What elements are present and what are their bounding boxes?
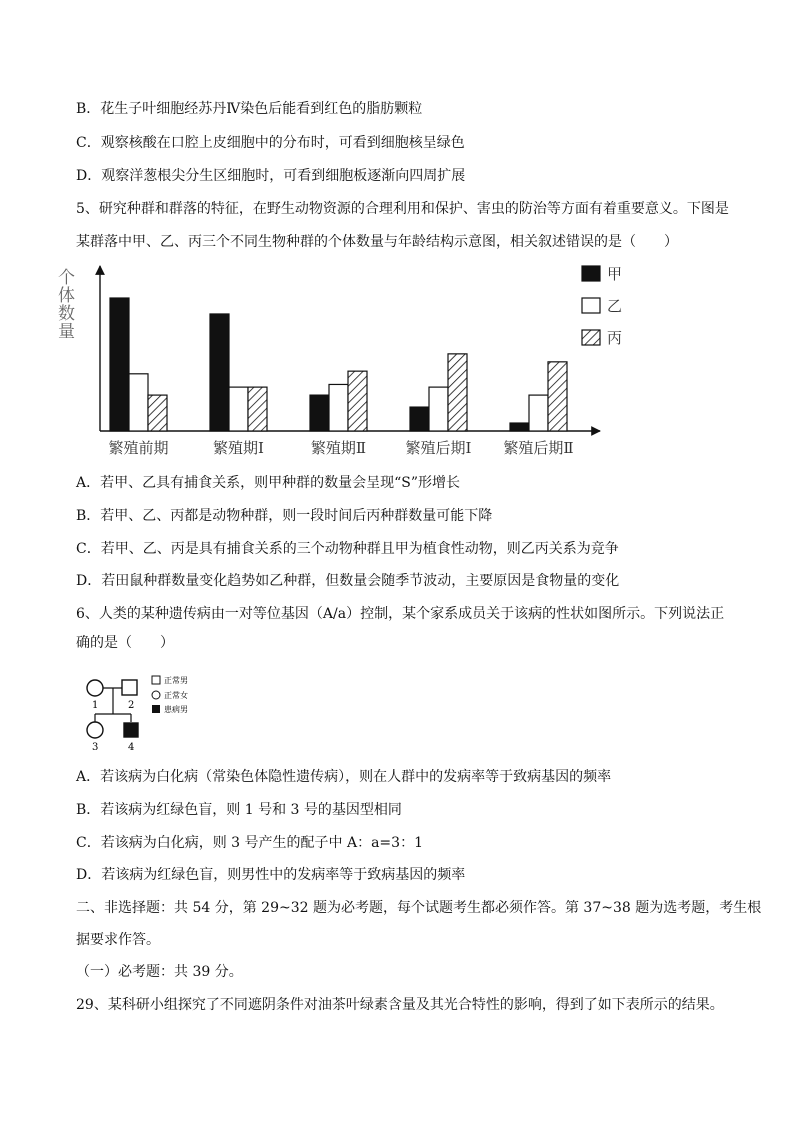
member-3-label: 3 (92, 742, 99, 753)
legend-swatch-甲 (582, 266, 600, 281)
question-6-stem-line2: 确的是（ ） (76, 635, 174, 651)
member-4-affected-male (124, 723, 138, 737)
bar-乙-2 (229, 387, 248, 431)
bar-乙-1 (129, 374, 148, 431)
x-tick-label: 繁殖期Ⅰ (213, 439, 264, 457)
bar-乙-4 (429, 387, 448, 431)
required-questions-heading: （一）必考题：共 39 分。 (76, 964, 243, 980)
question-6-option-a: A．若该病为白化病（常染色体隐性遗传病），则在人群中的发病率等于致病基因的频率 (76, 769, 612, 785)
question-6-stem-line1: 6、人类的某种遗传病由一对等位基因（A/a）控制，某个家系成员关于该病的性状如图所示。下列说法正 (76, 606, 725, 622)
question-6-option-c: C．若该病为白化病，则 3 号产生的配子中 A：a=3：1 (76, 835, 423, 851)
legend-normal-female-symbol (152, 691, 160, 699)
question-6-option-b: B．若该病为红绿色盲，则 1 号和 3 号的基因型相同 (76, 802, 402, 818)
legend-normal-male-symbol (152, 676, 160, 684)
x-tick-label: 繁殖后期Ⅱ (503, 439, 574, 457)
x-tick-label: 繁殖后期Ⅰ (405, 439, 472, 457)
bar-甲-3 (310, 395, 329, 431)
legend-swatch-丙 (582, 330, 600, 345)
member-2-normal-male (122, 680, 137, 695)
y-axis-label: 个体数量 (54, 268, 74, 340)
bar-丙-2 (248, 387, 267, 431)
x-tick-label: 繁殖前期 (108, 439, 169, 457)
x-tick-label: 繁殖期Ⅱ (310, 439, 367, 457)
section-2-heading-line2: 据要求作答。 (76, 932, 160, 948)
legend-label-乙: 乙 (607, 297, 623, 315)
question-5-option-c: C．若甲、乙、丙是具有捕食关系的三个动物种群且甲为植食性动物，则乙丙关系为竞争 (76, 541, 619, 557)
bar-丙-1 (148, 395, 167, 431)
option-d-q4: D．观察洋葱根尖分生区细胞时，可看到细胞板逐渐向四周扩展 (76, 168, 466, 184)
question-5-option-a: A．若甲、乙具有捕食关系，则甲种群的数量会呈现“S”形增长 (76, 475, 461, 491)
bar-甲-1 (110, 298, 129, 431)
pedigree-diagram (70, 668, 230, 758)
bar-丙-5 (548, 362, 567, 431)
legend-normal-male-label: 正常男 (164, 676, 188, 685)
member-2-label: 2 (128, 700, 135, 711)
member-3-normal-female (87, 722, 103, 738)
legend-label-丙: 丙 (607, 329, 623, 347)
question-29-stem: 29、某科研小组探究了不同遮阴条件对油茶叶绿素含量及其光合特性的影响，得到了如下表所示的结果。 (76, 997, 724, 1013)
legend-affected-male-symbol (152, 705, 160, 713)
question-5-stem-line1: 5、研究种群和群落的特征，在野生动物资源的合理利用和保护、害虫的防治等方面有着重要意义。下图是 (76, 201, 729, 217)
age-structure-bar-chart (54, 258, 623, 463)
member-4-label: 4 (128, 742, 135, 753)
bar-乙-3 (329, 384, 348, 431)
member-1-label: 1 (92, 700, 99, 711)
member-1-normal-female (87, 680, 103, 696)
bar-甲-2 (210, 314, 229, 431)
legend-affected-male-label: 患病男 (164, 705, 188, 714)
option-b-q4: B．花生子叶细胞经苏丹Ⅳ染色后能看到红色的脂肪颗粒 (76, 101, 423, 117)
option-c-q4: C．观察核酸在口腔上皮细胞中的分布时，可看到细胞核呈绿色 (76, 135, 465, 151)
legend-normal-female-label: 正常女 (164, 691, 188, 700)
bar-丙-3 (348, 371, 367, 431)
legend-label-甲: 甲 (607, 265, 623, 283)
bar-丙-4 (448, 354, 467, 431)
bar-甲-4 (410, 407, 429, 431)
question-5-option-d: D．若田鼠种群数量变化趋势如乙种群，但数量会随季节波动，主要原因是食物量的变化 (76, 573, 620, 589)
question-6-option-d: D．若该病为红绿色盲，则男性中的发病率等于致病基因的频率 (76, 867, 466, 883)
legend-swatch-乙 (582, 298, 600, 313)
question-5-option-b: B．若甲、乙、丙都是动物种群，则一段时间后丙种群数量可能下降 (76, 508, 493, 524)
bar-乙-5 (529, 395, 548, 431)
bar-甲-5 (510, 423, 529, 431)
question-5-stem-line2: 某群落中甲、乙、丙三个不同生物种群的个体数量与年龄结构示意图，相关叙述错误的是（ ） (76, 234, 678, 250)
section-2-heading-line1: 二、非选择题：共 54 分，第 29~32 题为必考题，每个试题考生都必须作答。第 37~38 题为选考题，考生根 (76, 900, 762, 916)
